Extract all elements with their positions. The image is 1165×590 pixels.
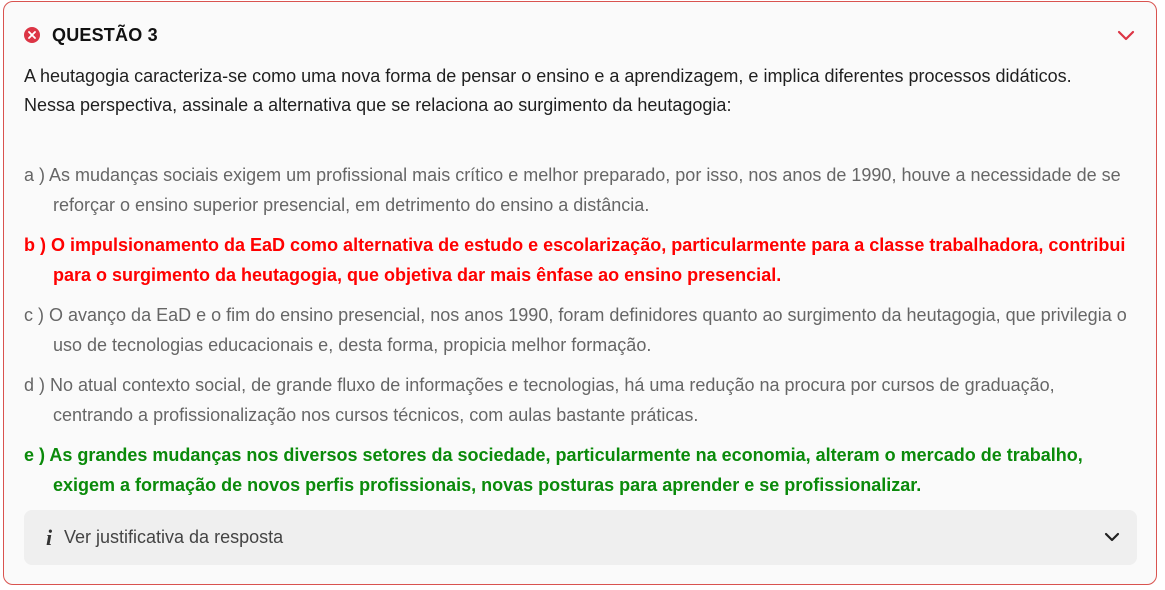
alternative-text: As grandes mudanças nos diversos setores da sociedade, particularmente na economia, alteram o mercado de trabalho, exigem a formação de novos perfis profissionais, novas posturas para aprender e se profissionalizar. xyxy=(49,445,1083,495)
question-statement xyxy=(24,62,1134,120)
alternative-text: O impulsionamento da EaD como alternativa de estudo e escolarização, particularmente para a classe trabalhadora, contribui para o surgimento da heutagogia, que objetiva dar mais ênfase ao ensino presencial. xyxy=(51,235,1126,285)
alternative-b[interactable] xyxy=(24,230,1134,290)
alternative-text: As mudanças sociais exigem um profissional mais crítico e melhor preparado, por isso, nos anos de 1990, houve a necessidade de se reforçar o ensino superior presencial, em detrimento do ensino a distância. xyxy=(49,165,1121,215)
question-card xyxy=(3,1,1157,585)
alternative-a[interactable] xyxy=(24,160,1134,220)
justification-label: Ver justificativa da resposta xyxy=(64,527,284,547)
question-header xyxy=(24,22,1136,48)
alternative-text: No atual contexto social, de grande fluxo de informações e tecnologias, há uma redução na procura por cursos de graduação, centrando a profissionalização nos cursos técnicos, com aulas bastante práticas. xyxy=(50,375,1055,425)
question-text: A heutagogia caracteriza-se como uma nova forma de pensar o ensino e a aprendizagem, e implica diferentes processos didáticos. xyxy=(24,66,1072,86)
alternative-letter: e ) xyxy=(24,445,46,465)
info-icon: i xyxy=(45,524,53,550)
x-circle-icon xyxy=(24,27,40,43)
justification-toggle[interactable] xyxy=(24,510,1137,565)
chevron-down-icon[interactable] xyxy=(1103,528,1121,546)
alternative-letter: d ) xyxy=(24,375,46,395)
alternative-d[interactable] xyxy=(24,370,1134,430)
question-prompt: Nessa perspectiva, assinale a alternativa que se relaciona ao surgimento da heutagogia: xyxy=(24,95,732,115)
question-title: QUESTÃO 3 xyxy=(52,24,158,45)
alternative-letter: b ) xyxy=(24,235,46,255)
alternative-e[interactable] xyxy=(24,440,1134,500)
alternative-c[interactable] xyxy=(24,300,1134,360)
alternative-text: O avanço da EaD e o fim do ensino presencial, nos anos 1990, foram definidores quanto ao surgimento da heutagogia, que privilegia o uso de tecnologias educacionais e, desta forma, propicia melhor formação. xyxy=(49,305,1127,355)
chevron-down-icon[interactable] xyxy=(1116,26,1136,44)
alternative-letter: a ) xyxy=(24,165,46,185)
alternative-letter: c ) xyxy=(24,305,44,325)
